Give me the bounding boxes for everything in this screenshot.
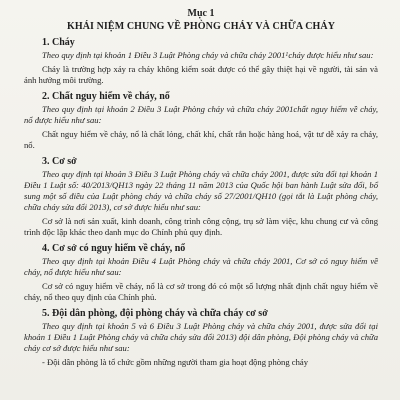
footnote-marker: 1 bbox=[285, 52, 289, 58]
item-intro: Theo quy định tại khoản 5 và 6 Điều 3 Luật Phòng cháy và chữa cháy 2001, được sửa đổi tại khoản 1 Điều 1 Luật Phòng cháy và chữa cháy sửa đổi 2013) đội dân phòng, Đội phòng cháy và chữa cháy cơ sở được hiểu như sau: bbox=[24, 321, 378, 353]
item-intro: Theo quy định tại khoản 2 Điều 3 Luật Phòng cháy và chữa cháy 2001chất nguy hiểm về cháy, nổ được hiểu như sau: bbox=[24, 104, 378, 125]
section-label: Mục 1 bbox=[187, 8, 215, 19]
item-heading: 4. Cơ sở có nguy hiểm về cháy, nổ bbox=[42, 243, 186, 254]
item-heading: 5. Đội dân phòng, đội phòng cháy và chữa cháy cơ sở bbox=[42, 308, 268, 319]
item-body: Cơ sở có nguy hiểm về cháy, nổ là cơ sở trong đó có một số lượng nhất định chất nguy hiểm về cháy, nổ theo quy định của Chính phủ. bbox=[24, 281, 378, 302]
item-heading: 3. Cơ sở bbox=[42, 156, 77, 167]
item-doi-dan-phong bbox=[24, 308, 378, 368]
item-co-so bbox=[24, 156, 378, 238]
item-intro: Theo quy định tại khoản Điều 4 Luật Phòng cháy và chữa cháy 2001, Cơ sở có nguy hiểm về cháy, nổ được hiểu như sau: bbox=[24, 256, 378, 277]
item-chay bbox=[24, 37, 378, 86]
item-body: Cháy là trường hợp xảy ra cháy không kiểm soát được có thể gây thiệt hại về người, tài sản và ảnh hưởng môi trường. bbox=[24, 64, 378, 85]
item-co-so-nguy-hiem bbox=[24, 243, 378, 303]
item-heading: 1. Cháy bbox=[42, 37, 75, 48]
item-intro bbox=[24, 50, 378, 61]
section-title: KHÁI NIỆM CHUNG VỀ PHÒNG CHÁY VÀ CHỮA CHÁY bbox=[66, 21, 336, 32]
item-heading: 2. Chất nguy hiểm về cháy, nổ bbox=[42, 91, 170, 102]
item-body: Cơ sở là nơi sản xuất, kinh doanh, công trình công cộng, trụ sở làm việc, khu chung cư và công trình độc lập khác theo danh mục do Chính phủ quy định. bbox=[24, 216, 378, 237]
item-body: Chất nguy hiểm về cháy, nổ là chất lỏng, chất khí, chất rắn hoặc hàng hoá, vật tư dễ xảy ra cháy, nổ. bbox=[24, 129, 378, 150]
item-intro: Theo quy định tại khoản 3 Điều 3 Luật Phòng cháy và chữa cháy 2001, được sửa đổi tại khoản 1 Điều 1 Luật số: 40/2013/QH13 ngày 22 tháng 11 năm 2013 của Quốc hội ban hành Luật sửa đổi, bổ sung một số điều của Luật phòng cháy và chữa cháy số 27/2001/QH10 (gọi tắt là Luật phòng cháy, chữa cháy sửa đổi 2013), cơ sở được hiểu như sau: bbox=[24, 169, 378, 212]
item-chat-nguy-hiem bbox=[24, 91, 378, 151]
intro-text-continued: cháy được hiểu như sau: bbox=[288, 50, 374, 60]
intro-text: Theo quy định tại khoản 1 Điều 3 Luật Phòng cháy và chữa cháy 2001 bbox=[42, 50, 286, 60]
item-body: - Đội dân phòng là tổ chức gồm những người tham gia hoạt động phòng cháy bbox=[42, 357, 309, 367]
